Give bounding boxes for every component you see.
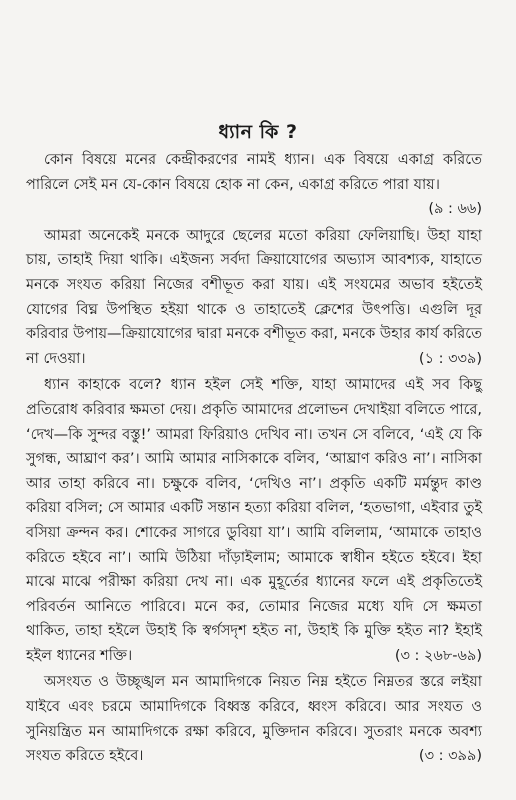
page-title: ধ্যান কি ?	[218, 121, 298, 143]
paragraph-text: কোন বিষয়ে মনের কেন্দ্রীকরণের নামই ধ্যান। এক বিষয়ে একাগ্র করিতে পারিলে সেই মন যে-কোন বিষয়ে হোক না কেন, একাগ্র করিতে পারা যায়।	[26, 152, 482, 193]
citation-reference: (৯ : ৬৬)	[428, 201, 482, 218]
page-body	[26, 148, 482, 771]
paragraph-1	[26, 148, 482, 222]
citation-reference: (৩ : ২৬৮-৬৯)	[394, 647, 482, 664]
paragraph-3	[26, 373, 482, 668]
citation-reference: (৩ : ৩৯৯)	[418, 748, 482, 765]
paragraph-4	[26, 670, 482, 768]
paragraph-2	[26, 224, 482, 372]
citation-reference: (১ : ৩৩৯)	[418, 350, 482, 367]
paragraph-text: আমরা অনেকেই মনকে আদুরে ছেলের মতো করিয়া ফেলিয়াছি। উহা যাহা চায়, তাহাই দিয়া থাকি। এইজন্য সর্বদা ক্রিয়াযোগের অভ্যাস আবশ্যক, যাহাতে মনকে সংযত করিয়া নিজের বশীভূত করা যায়। এই সংযমের অভাব হইতেই যোগের বিঘ্ন উপস্থিত হইয়া থাকে ও তাহাতেই ক্লেশের উৎপত্তি। এগুলি দূর করিবার উপায়—ক্রিয়াযোগের দ্বারা মনকে বশীভূত করা, মনকে উহার কার্য করিতে না দেওয়া।	[26, 227, 482, 367]
paragraph-text: অসংযত ও উচ্ছৃঙ্খল মন আমাদিগকে নিয়ত নিম্ন হইতে নিম্নতর স্তরে লইয়া যাইবে এবং চরমে আমাদিগকে বিধ্বস্ত করিবে, ধ্বংস করিবে। আর সংযত ও সুনিয়ন্ত্রিত মন আমাদিগকে রক্ষা করিবে, মুক্তিদান করিবে। সুতরাং মনকে অবশ্য সংযত করিতে হইবে।	[26, 674, 482, 765]
paragraph-text: ধ্যান কাহাকে বলে? ধ্যান হইল সেই শক্তি, যাহা আমাদের এই সব কিছু প্রতিরোধ করিবার ক্ষমতা দেয়। প্রকৃতি আমাদের প্রলোভন দেখাইয়া বলিতে পারে, ‘দেখ—কি সুন্দর বস্তু!’ আমরা ফিরিয়াও দেখিব না। তখন সে বলিবে, ‘এই যে কি সুগন্ধ, আঘ্রাণ কর’। আমি আমার নাসিকাকে বলিব, ‘আঘ্রাণ করিও না’। নাসিকা আর তাহা করিবে না। চক্ষুকে বলিব, ‘দেখিও না’। প্রকৃতি একটি মর্মন্তুদ কাণ্ড করিয়া বসিল; সে আমার একটি সন্তান হত্যা করিয়া বলিল, ‘হতভাগা, এইবার তুই বসিয়া ক্রন্দন কর। শোকের সাগরে ডুবিয়া যা’। আমি বলিলাম, ‘আমাকে তাহাও করিতে হইবে না’। আমি উঠিয়া দাঁড়াইলাম; আমাকে স্বাধীন হইতে হইবে। ইহা মাঝে মাঝে পরীক্ষা করিয়া দেখ না। এক মুহূর্তের ধ্যানের ফলে এই প্রকৃতিতেই পরিবর্তন আনিতে পারিবে। মনে কর, তোমার নিজের মধ্যে যদি সে ক্ষমতা থাকিত, তাহা হইলে উহাই কি স্বর্গসদৃশ হইত না, উহাই কি মুক্তি হইত না? ইহাই হইল ধ্যানের শক্তি।	[26, 377, 482, 664]
